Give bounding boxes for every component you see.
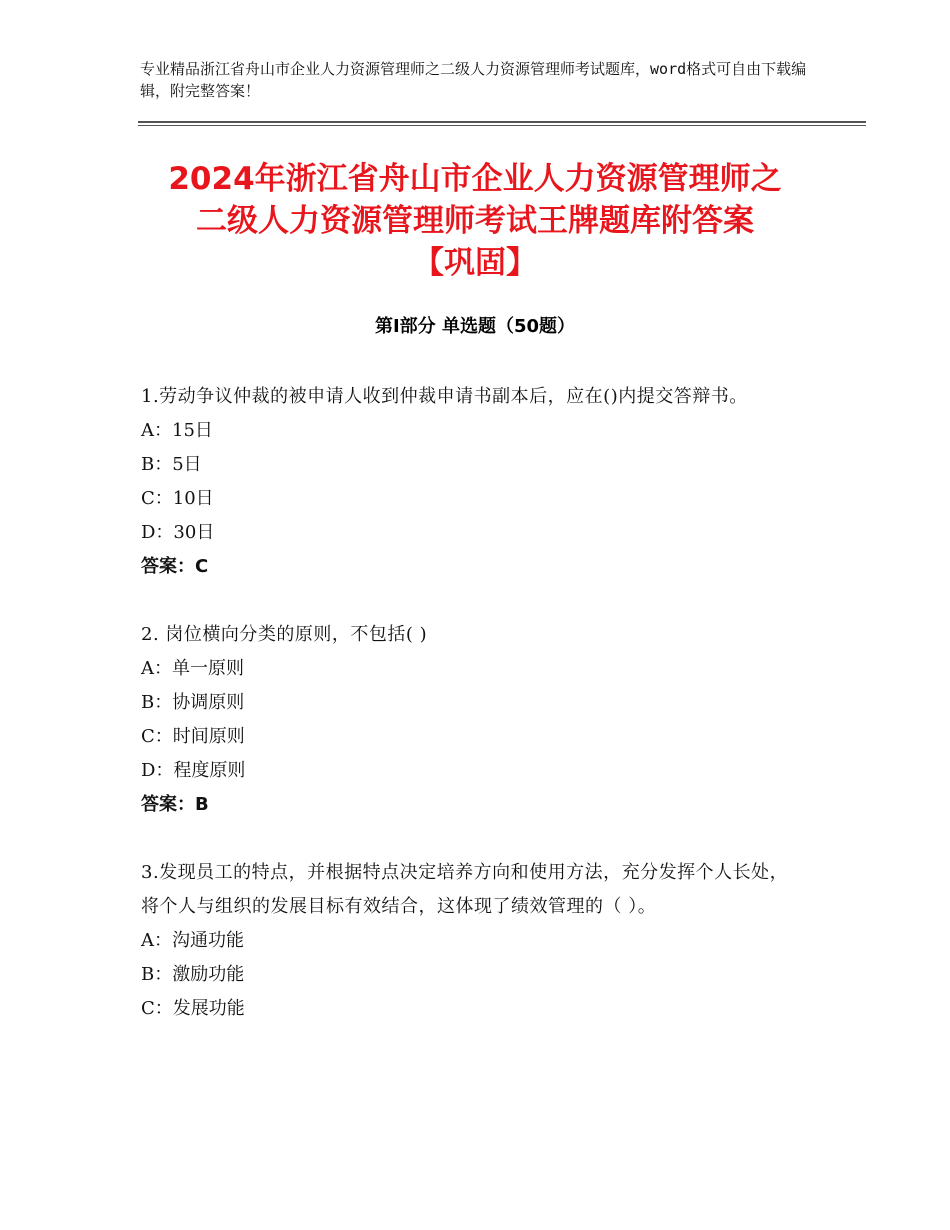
option-d: D：30日 <box>141 522 215 543</box>
question-stem: 2. 岗位横向分类的原则，不包括( ) <box>141 624 428 645</box>
answer: 答案：C <box>141 556 209 577</box>
header-divider-thin <box>138 125 866 126</box>
option-a: A：15日 <box>141 420 213 441</box>
question-stem: 1.劳动争议仲裁的被申请人收到仲裁申请书副本后，应在()内提交答辩书。 <box>141 386 748 407</box>
option-c: C：时间原则 <box>141 726 245 747</box>
option-c: C：10日 <box>141 488 214 509</box>
section-heading: 第Ⅰ部分 单选题（50题） <box>374 316 575 337</box>
option-a: A：单一原则 <box>141 658 244 679</box>
option-a: A：沟通功能 <box>141 930 244 951</box>
option-c: C：发展功能 <box>141 998 245 1019</box>
question-1 <box>141 380 801 584</box>
question-list <box>141 380 801 1060</box>
header-divider-thick <box>138 121 866 123</box>
question-3 <box>141 856 801 1026</box>
question-stem: 3.发现员工的特点，并根据特点决定培养方向和使用方法，充分发挥个人长处，将个人与组织的发展目标有效结合，这体现了绩效管理的（ ）。 <box>141 862 789 917</box>
option-b: B：5日 <box>141 454 202 475</box>
title-line-2: 二级人力资源管理师考试王牌题库附答案 <box>196 203 754 239</box>
title-line-3: 【巩固】 <box>413 245 537 281</box>
title-line-1: 2024年浙江省舟山市企业人力资源管理师之 <box>168 161 782 197</box>
answer: 答案：B <box>141 794 209 815</box>
option-b: B：协调原则 <box>141 692 245 713</box>
option-d: D：程度原则 <box>141 760 246 781</box>
question-2 <box>141 618 801 822</box>
header-note: 专业精品浙江省舟山市企业人力资源管理师之二级人力资源管理师考试题库，word格式可自由下载编辑，附完整答案！ <box>140 60 807 100</box>
document-title <box>120 158 830 284</box>
option-b: B：激励功能 <box>141 964 245 985</box>
